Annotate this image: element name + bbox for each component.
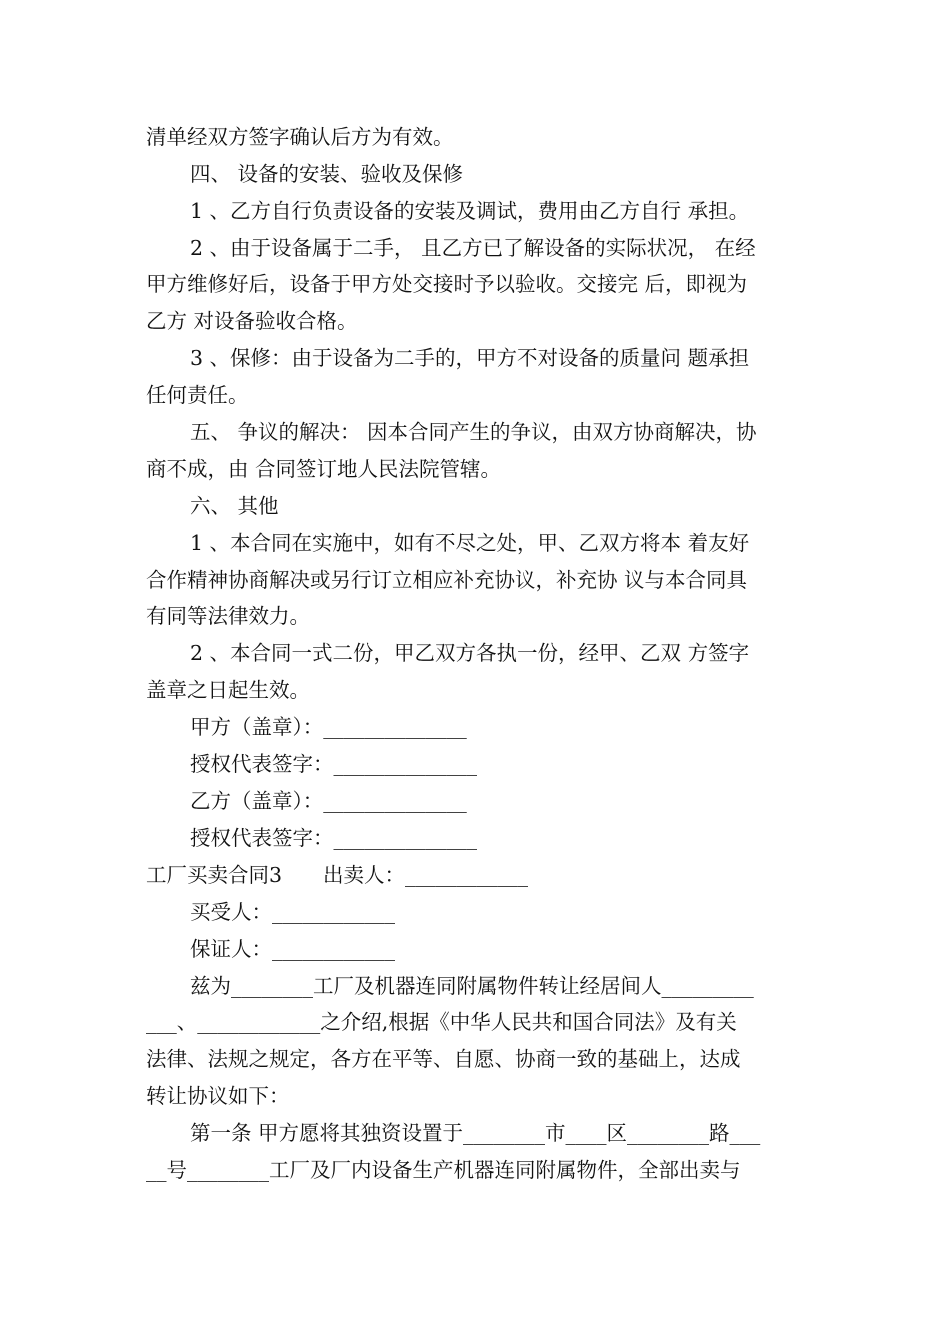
paragraph-line: 甲方维修好后，设备于甲方处交接时予以验收。交接完 后，即视为 — [146, 272, 748, 296]
paragraph-line: 1 、本合同在实施中，如有不尽之处，甲、乙双方将本 着友好 — [190, 531, 750, 555]
paragraph-line: 任何责任。 — [146, 383, 249, 407]
paragraph-line: 兹为________工厂及机器连同附属物件转让经居间人_________ — [190, 974, 754, 998]
guarantor-field: 保证人：____________ — [190, 937, 395, 961]
paragraph-line: ___、____________之介绍,根据《中华人民共和国合同法》及有关 — [146, 1010, 737, 1034]
paragraph-line: 2 、由于设备属于二手， 且乙方已了解设备的实际状况， 在经 — [190, 236, 756, 260]
article-line: 第一条 甲方愿将其独资设置于________市____区________路___ — [190, 1121, 761, 1145]
buyer-field: 买受人：____________ — [190, 900, 395, 924]
paragraph-line: 2 、本合同一式二份，甲乙双方各执一份，经甲、乙双 方签字 — [190, 641, 750, 665]
paragraph-line: 合作精神协商解决或另行订立相应补充协议，补充协 议与本合同具 — [146, 568, 748, 592]
signature-field-party-b: 乙方（盖章）：______________ — [190, 789, 467, 813]
signature-field-party-a: 甲方（盖章）：______________ — [190, 715, 467, 739]
contract-title-seller: 工厂买卖合同3 出卖人：____________ — [146, 863, 529, 887]
paragraph-line: 盖章之日起生效。 — [146, 678, 310, 702]
paragraph-line: 转让协议如下： — [146, 1084, 290, 1108]
section-heading: 六、 其他 — [190, 494, 279, 518]
paragraph-line: 3 、保修：由于设备为二手的，甲方不对设备的质量问 题承担 — [190, 346, 750, 370]
paragraph-line: __号________工厂及厂内设备生产机器连同附属物件，全部出卖与 — [146, 1158, 741, 1182]
paragraph-line: 法律、法规之规定，各方在平等、自愿、协商一致的基础上，达成 — [146, 1047, 741, 1071]
paragraph-line: 有同等法律效力。 — [146, 604, 310, 628]
section-heading: 五、 争议的解决： 因本合同产生的争议，由双方协商解决，协 — [190, 420, 757, 444]
paragraph-line: 乙方 对设备验收合格。 — [146, 309, 358, 333]
signature-field-rep-b: 授权代表签字：______________ — [190, 826, 477, 850]
section-heading: 四、 设备的安装、验收及保修 — [190, 162, 464, 186]
paragraph-line: 1 、乙方自行负责设备的安装及调试，费用由乙方自行 承担。 — [190, 199, 750, 223]
paragraph-line: 商不成，由 合同签订地人民法院管辖。 — [146, 457, 502, 481]
signature-field-rep-a: 授权代表签字：______________ — [190, 752, 477, 776]
paragraph-line: 清单经双方签字确认后方为有效。 — [146, 125, 454, 149]
